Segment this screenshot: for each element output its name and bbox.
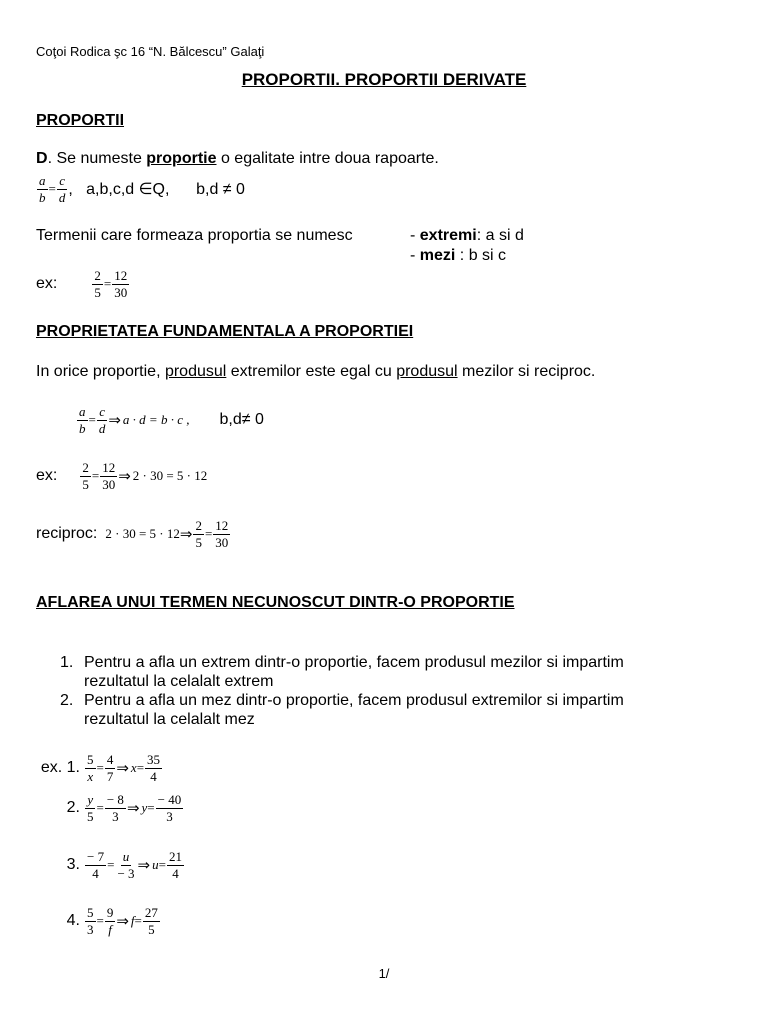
implies-arrow-icon: ⇒ bbox=[116, 912, 129, 930]
section-heading-proportii: PROPORTII bbox=[36, 112, 125, 129]
fraction: $\frac{9}{f}$ bbox=[106, 904, 114, 937]
page-number: 1/ bbox=[378, 966, 390, 981]
fraction: $\frac{- 8}{3}$ bbox=[106, 791, 124, 824]
definition-pre: . Se numeste bbox=[47, 150, 147, 167]
fraction-a-over-b: $\frac{a}{b}$ bbox=[79, 403, 86, 436]
reciproc-lhs: 2 · 30 = 5 · 12 bbox=[105, 526, 180, 541]
terms-text: Termenii care formeaza proportia se numesc bbox=[36, 227, 353, 244]
fraction-c-over-d: $\frac{c}{d}$ bbox=[58, 172, 66, 205]
fraction: $\frac{27}{5}$ bbox=[144, 904, 158, 937]
example-number: ex. 1. bbox=[40, 759, 80, 776]
formula-result: a · d = b · c , bbox=[122, 412, 190, 427]
example-number: 2. bbox=[66, 799, 80, 816]
example-number: 4. bbox=[66, 912, 80, 929]
equals-sign: = bbox=[158, 857, 166, 872]
reciproc-example bbox=[36, 516, 231, 552]
equals-sign: = bbox=[204, 526, 213, 541]
fraction-12-over-30: $\frac{12}{30}$ bbox=[102, 459, 116, 492]
fraction: $\frac{4}{7}$ bbox=[106, 751, 114, 784]
mezi-line: - mezi : b si c bbox=[410, 247, 507, 264]
list-item: 1. Pentru a afla un extrem dintr-o proportie, facem produsul mezilor si impartim rezultatul la celalalt extrem bbox=[60, 654, 624, 690]
implies-arrow-icon: ⇒ bbox=[137, 856, 151, 874]
implies-arrow-icon: ⇒ bbox=[126, 799, 140, 817]
implies-arrow-icon: ⇒ bbox=[116, 759, 129, 777]
example-proportion bbox=[36, 266, 130, 302]
equals-sign: = bbox=[136, 760, 145, 775]
definition-term: proportie bbox=[146, 150, 217, 167]
definition-line bbox=[36, 150, 439, 168]
solved-example bbox=[0, 903, 161, 939]
equals-sign: = bbox=[107, 857, 115, 872]
fraction: $\frac{y}{5}$ bbox=[87, 791, 94, 824]
unknown-variable: f bbox=[130, 913, 135, 928]
solved-example bbox=[0, 750, 163, 786]
definition-conditions: , a,b,c,d ∈Q, b,d ≠ 0 bbox=[68, 181, 245, 198]
fraction: $\frac{5}{3}$ bbox=[87, 904, 94, 937]
fraction-12-over-30: $\frac{12}{30}$ bbox=[215, 517, 229, 550]
page-title: PROPORTII. PROPORTII DERIVATE bbox=[241, 70, 527, 89]
extremi-line: - extremi: a si d bbox=[410, 227, 524, 244]
fraction-2-over-5: $\frac{2}{5}$ bbox=[94, 267, 101, 300]
fraction-c-over-d: $\frac{c}{d}$ bbox=[98, 403, 106, 436]
author-line: Coţoi Rodica şc 16 “N. Bălcescu” Galaţi bbox=[36, 44, 265, 59]
definition-post: o egalitate intre doua rapoarte. bbox=[216, 150, 439, 167]
fraction: $\frac{- 40}{3}$ bbox=[157, 791, 182, 824]
rule-list bbox=[60, 653, 624, 729]
equals-sign: = bbox=[103, 276, 112, 291]
fraction: $\frac{u}{- 3}$ bbox=[117, 848, 135, 881]
fraction: $\frac{5}{x}$ bbox=[87, 751, 94, 784]
equals-sign: = bbox=[96, 760, 104, 775]
example-label: ex: bbox=[36, 467, 58, 484]
solved-example bbox=[0, 847, 185, 883]
example-result: 2 · 30 = 5 · 12 bbox=[132, 468, 208, 483]
fraction-2-over-5: $\frac{2}{5}$ bbox=[82, 459, 89, 492]
example-label: ex: bbox=[36, 275, 58, 292]
fraction: $\frac{- 7}{4}$ bbox=[87, 848, 105, 881]
property-example bbox=[36, 458, 207, 494]
equals-sign: = bbox=[88, 412, 96, 427]
definition-label: D bbox=[36, 150, 48, 167]
equals-sign: = bbox=[134, 913, 142, 928]
produsul-underlined: produsul bbox=[164, 363, 227, 380]
fraction: $\frac{35}{4}$ bbox=[147, 751, 161, 784]
reciproc-label: reciproc: bbox=[36, 525, 98, 542]
unknown-variable: y bbox=[141, 800, 148, 815]
section-heading-proprietatea: PROPRIETATEA FUNDAMENTALA A PROPORTIEI bbox=[36, 323, 414, 340]
unknown-variable: u bbox=[152, 857, 159, 872]
solved-example bbox=[0, 790, 184, 826]
section-heading-aflarea: AFLAREA UNUI TERMEN NECUNOSCUT DINTR-O PROPORTIE bbox=[36, 594, 515, 611]
formula-condition: b,d≠ 0 bbox=[219, 411, 264, 428]
definition-formula bbox=[36, 172, 245, 206]
example-number: 3. bbox=[66, 856, 80, 873]
implies-arrow-icon: ⇒ bbox=[108, 411, 121, 429]
extremi-label: extremi bbox=[419, 227, 477, 244]
implies-arrow-icon: ⇒ bbox=[179, 525, 193, 543]
equals-sign: = bbox=[147, 800, 155, 815]
equals-sign: = bbox=[48, 181, 56, 196]
fraction-a-over-b: $\frac{a}{b}$ bbox=[39, 172, 46, 205]
equals-sign: = bbox=[91, 468, 100, 483]
fraction-12-over-30: $\frac{12}{30}$ bbox=[114, 267, 128, 300]
property-text: In orice proportie, produsul extremilor este egal cu produsul mezilor si reciproc. bbox=[36, 363, 596, 380]
fundamental-formula bbox=[76, 402, 264, 438]
equals-sign: = bbox=[96, 913, 104, 928]
list-item: 2. Pentru a afla un mez dintr-o proportie, facem produsul extremilor si impartim rezultatul la celalalt mez bbox=[60, 692, 624, 728]
implies-arrow-icon: ⇒ bbox=[118, 467, 131, 485]
fraction: $\frac{21}{4}$ bbox=[168, 848, 182, 881]
unknown-variable: x bbox=[130, 760, 137, 775]
equals-sign: = bbox=[96, 800, 104, 815]
produsul-underlined: produsul bbox=[396, 363, 458, 380]
fraction-2-over-5: $\frac{2}{5}$ bbox=[195, 517, 202, 550]
mezi-label: mezi bbox=[419, 247, 456, 264]
